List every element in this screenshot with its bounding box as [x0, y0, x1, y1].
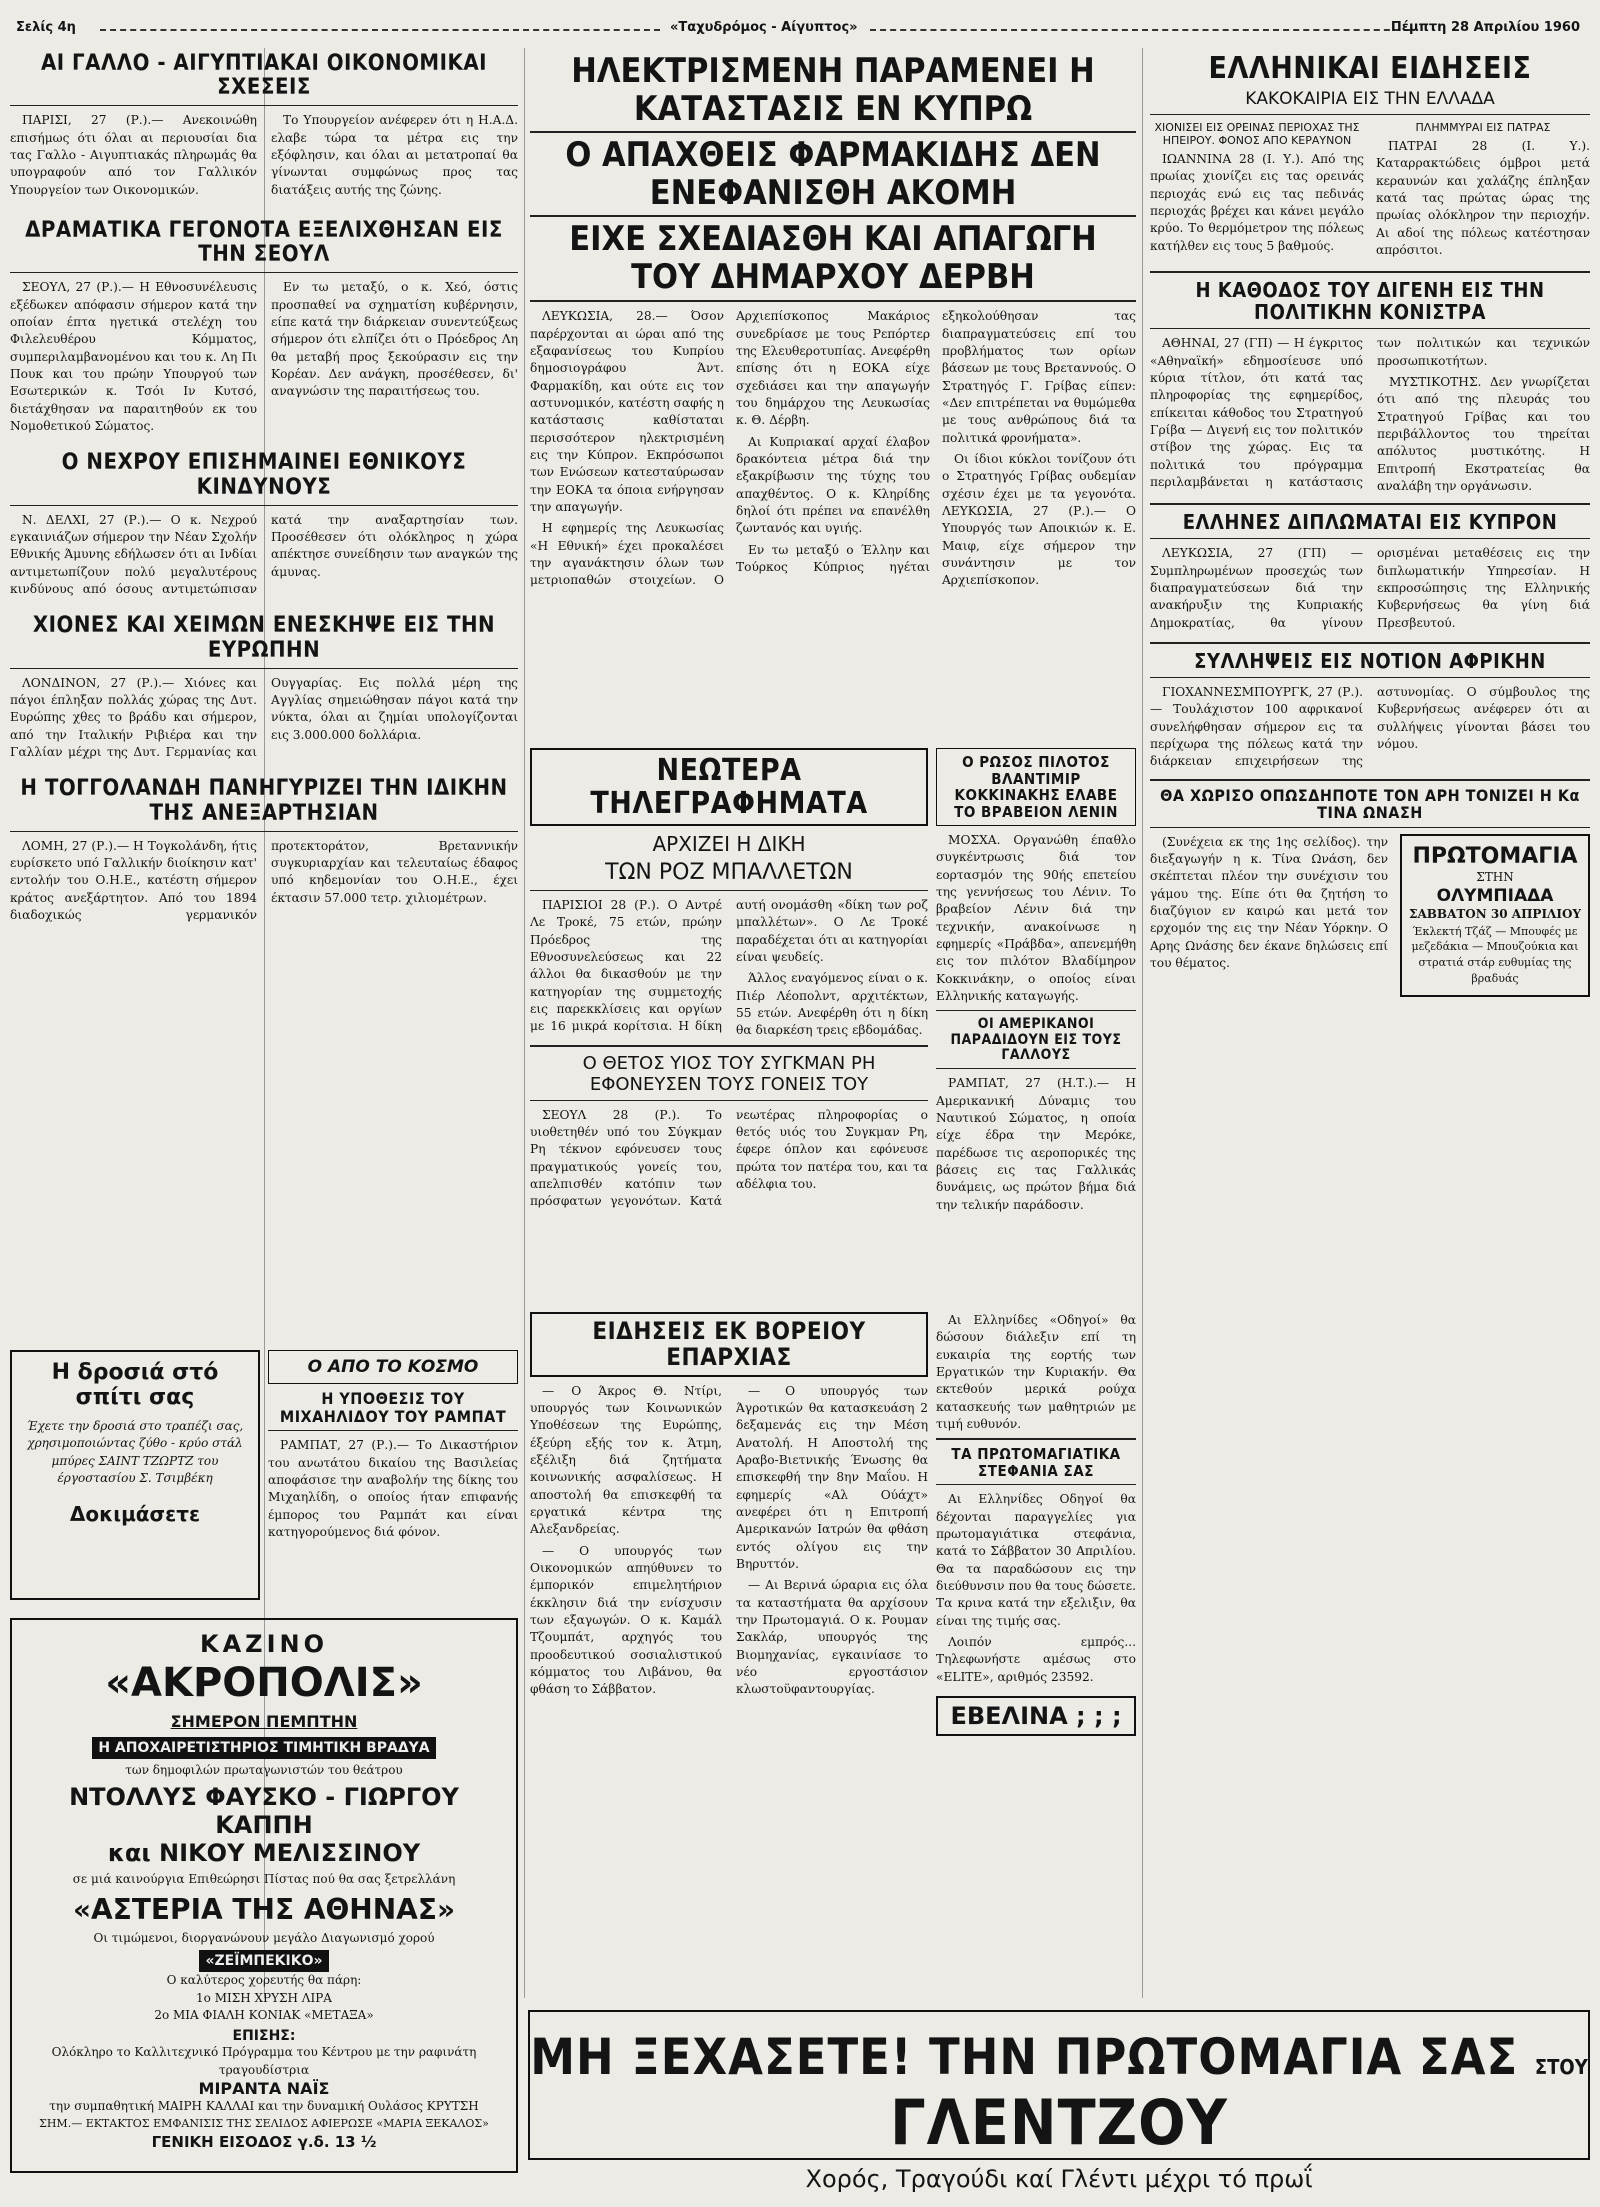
onassis-cols [1150, 834, 1590, 998]
lead-body [530, 308, 1136, 589]
rule [1150, 503, 1590, 505]
rule [1150, 779, 1590, 781]
ad-name: «ΑΚΡΟΠΟΛΙΣ» [105, 1660, 423, 1706]
paragraph: Λοιπόν εμπρός... Τηλεφωνήστε αμέσως στο «ELITE», αριθμός 23592. [936, 1634, 1136, 1684]
issue-date: Πέμπτη 28 Απριλίου 1960 [1390, 20, 1580, 35]
headline-box [530, 1312, 928, 1377]
mikhailidis-story [268, 1350, 518, 1610]
paragraph: ΑΘΗΝΑΙ, 27 (ΓΠ) — Η έγκριτος «Αθηναϊκή» εδημοσίευσε υπό κύρια τίτλον, ότι κατά τας πληροφορίας της εφημερίδος, επίκειται κάθοδος του Στρατηγού Γρίβα — Διγενή εις τον πολιτικόν στίβον της χώρας. Εις τα πολιτικά του πρόγραμμα περιλαμβάνεται η κατάστασις των πολιτικών και τεχνικών προσωπικοτήτων. [1150, 336, 1590, 489]
ad-line: ΣΤΗΝ [1476, 869, 1514, 884]
rule [10, 831, 518, 832]
rule [1150, 271, 1590, 273]
story-body [1150, 335, 1590, 495]
story-body [10, 279, 518, 435]
headline: ΔΡΑΜΑΤΙΚΑ ΓΕΓΟΝΟΤΑ ΕΞΕΛΙΧΘΗΣΑΝ ΕΙΣ ΤΗΝ ΣΕΟΥΛ [25, 218, 503, 268]
subcol [1376, 121, 1590, 263]
telegram-body [530, 897, 928, 1040]
paragraph: ΡΑΜΠΑΤ, 27 (Η.Τ.).— Η Αμερικανική Δύναμις του Ναυτικού Σώματος, η οποία είχε έδρα την Μερόκε, παρέδωσε τις αεροπορικές της βάσεις εις τας Γαλλικάς δυνάμεις, ως πρώτον βήμα διά την τελικήν παράδοσιν. [936, 1076, 1136, 1212]
paragraph: Το Υπουργείον ανέφερεν ότι η Η.Α.Δ. ελαβε τώρα τα μέτρα εις την εξόφλησιν, και όλαι αι μετατροπαί θα γίνωνται συμφώνως προς τας διατάξεις αυτής της ζώνης. [271, 113, 518, 197]
headline-box [936, 748, 1136, 826]
paragraph: (Συνέχεια εκ της 1ης σελίδος). την διεξαγωγήν η κ. Τίνα Ωνάση, δεν σκέπτεται πλέον την συνέχισιν του γάμου της. Είπε ότι θα ζητήση το διαζύγιον εν καιρώ και μετά τον ερχομόν της εις την Νέαν Υόρκην. Ο Αρης Ωνάσης δεν έκανε δηλώσεις επί του θέματος. [1150, 834, 1388, 971]
ad-part2: ΣΤΟΥ [1534, 2055, 1588, 2079]
paragraph: — Ο υπουργός των Άγροτικών θα κατασκευάση 2 δεξαμενάς εις την Μέση Ανατολή. Η Αποστολή της Αραβο-Βιετνικής Ένωσης θα επισκεφθή την 8ην Μαΐου. Η εφημερίς «Αλ Ούάχτ» ανεφέρει ότι η Επιτροπή Αμερικανών Ιατρών θα φθάση εντός ολίγου εις την Βηρυττόν. [736, 1383, 928, 1572]
ad-note: ΣΗΜ.— ΕΚΤΑΚΤΟΣ ΕΜΦΑΝΙΣΙΣ ΤΗΣ ΣΕΛΙΔΟΣ ΑΦΙΕΡΩΣΕ «ΜΑΡΙΑ ΞΕΚΑΛΟΣ» [39, 2116, 489, 2130]
headline: ΟΙ ΑΜΕΡΙΚΑΝΟΙ ΠΑΡΑΔΙΔΟΥΝ ΕΙΣ ΤΟΥΣ ΓΑΛΛΟΥΣ [950, 1016, 1122, 1064]
paragraph: Οι ίδιοι κύκλοι τονίζουν ότι ο Στρατηγός Γρίβας ουδεμίαν σχέσιν έχει με τα γεγονότα. ΛΕΥΚΩΣΙΑ, 27 (Ρ.).— Ο Υπουργός των Αποικιών κ. Ε. Μαιφ, είχε σήμερον την συνάντησιν με τον Αρχιεπίσκοπον. [942, 452, 1136, 588]
column-rule [524, 48, 525, 1998]
logo-text: Ο ΑΠΟ ΤΟ ΚΟΣΜΟ [307, 1357, 479, 1377]
paragraph: Αι Κυπριακαί αρχαί έλαβον δρακόντεια μέτρα διά την εξακρίβωσιν της τύχης του απαχθέντος. Ο κ. Κληρίδης δηλοί ότι πρέπει να επανέλθη ζωντανός και υγιής. [736, 434, 930, 536]
story-body [1150, 545, 1590, 634]
paragraph: Εν τω μεταξύ, ο κ. Χεό, όστις προσπαθεί να σχηματίση κυβέρνησιν, είπε κατά την διάρκειαν συνεντεύξεως σήμερον ότι ελπίζει ότι ο Πρόεδρος Λη θα μεταβή προς ξεκούρασιν εις την Κορέαν. Δεν ανάγκη, προσέθεσεν, δι' αναγνώσιν της παραιτήσεως του. [271, 280, 518, 399]
ad-singer: ΜΙΡΑΝΤΑ ΝΑΪΣ [198, 2079, 330, 2099]
paragraph: ΓΙΟΧΑΝΝΕΣΜΠΟΥΡΓΚ, 27 (Ρ.).— Τουλάχιστον 100 αφρικανοί συνελήφθησαν σήμερον εις τα περίχωρα της πόλεως κατά την διάρκειαν επιχειρήσεων της αστυνομίας. Ο σύμβουλος της Κυβερνήσεως ανέφερεν ότι αι συλλήψεις γίνονται βάσει του νόμου. [1150, 684, 1590, 769]
paragraph: ΛΟΝΔΙΝΟΝ, 27 (Ρ.).— Χιόνες και πάγοι έπληξαν πολλάς χώρας της Δυτ. Ευρώπης χθες το βράδυ και σήμερον, από την Ιταλικήν Ριβιέρα και την Γαλλίαν μέχρι της Δυτ. Γερμανίας και Ουγγαρίας. Εις πολλά μέρη της Αγγλίας σημειώθησαν πάγοι κατά την νύκτα, όλαι αι ζημίαι υπολογίζονται εις 3.000.000 δολλάρια. [10, 675, 518, 760]
paragraph: ΜΥΣΤΙΚΟΤΗΣ. Δεν γνωρίζεται ότι από της πλευράς του Στρατηγού Γρίβας και του περιβάλλοντος του τηρείται απόλυτος μυστικότης. Η Επιτροπή Εκστρατείας θα αναλάβη την οργάνωσιν. [1377, 374, 1590, 493]
headline: ΤΑ ΠΡΩΤΟΜΑΓΙΑΤΙΚΑ ΣΤΕΦΑΝΙΑ ΣΑΣ [951, 1445, 1121, 1480]
ad-with: σε μιά καινούργια Επιθεώρησι Πίστας πού θα σας ξετρελλάνη [72, 1872, 456, 1887]
rule [530, 131, 1136, 133]
story-northern-province [530, 1312, 928, 2002]
rule [530, 1045, 928, 1047]
ad-title: ΠΡΩΤΟΜΑΓΙΑ [1412, 843, 1578, 869]
rule [936, 1068, 1136, 1069]
headline: Ο ΝΕΧΡΟΥ ΕΠΙΣΗΜΑΙΝΕΙ ΕΘΝΙΚΟΥΣ ΚΙΝΔΥΝΟΥΣ [61, 450, 467, 500]
ad-event: Η ΑΠΟΧΑΙΡΕΤΙΣΤΗΡΙΟΣ ΤΙΜΗΤΙΚΗ ΒΡΑΔΥΑ [92, 1737, 435, 1759]
paragraph: ΜΟΣΧΑ. Οργανώθη έπαθλο συγκέντρωσις διά τον εορτασμόν της 90ής επετείου της γεννήσεως του Λένιν. Το βραβείον Λένιν διά την τεχνικήν, ανακοίνωσε η εφημερίς «Πράβδα», απενεμήθη εις τον πιλότον Βλαδίμηρον Κοκκινάκην, ο οποίος είναι Ελληνικής καταγωγής. [936, 833, 1136, 1003]
column-rule [1142, 48, 1143, 1998]
ad-casino-akropolis [10, 1618, 518, 2178]
ad-glentzou [528, 2010, 1590, 2193]
headline: ΕΙΔΗΣΕΙΣ ΕΚ ΒΟΡΕΙΟΥ ΕΠΑΡΧΙΑΣ [592, 1317, 866, 1372]
story-togoland [10, 777, 518, 924]
ad-part1: ΜΗ ΞΕΧΑΣΕΤΕ! ΤΗΝ ΠΡΩΤΟΜΑΓΙΑ ΣΑΣ [530, 2028, 1519, 2086]
ad-prize1: Ο καλύτερος χορευτής θα πάρη: [166, 1973, 362, 1988]
story-body [10, 838, 518, 925]
story-body [10, 675, 518, 762]
rule [936, 1010, 1136, 1011]
ad-protomagia-olympiada [1400, 834, 1590, 998]
story-body [936, 1075, 1136, 1214]
paragraph: Άλλος εναγόμενος είναι ο κ. Πιέρ Λέοπολντ, αρχιτέκτων, 55 ετών. Ανεφέρθη ότι η δίκη θα διαρκέση τρεις εβδομάδας. [736, 971, 928, 1038]
ad-with2: την συμπαθητική ΜΑΙΡΗ ΚΑΛΛΑΙ και την δυναμική Ουλάσος ΚΡΥΤΣΗ [49, 2099, 479, 2114]
paragraph: Ν. ΔΕΛΧΙ, 27 (Ρ.).— Ο κ. Νεχρού εγκαινιάζων σήμερον την Νέαν Σχολήν Εθνικής Άμυνης εδήλωσεν ότι αι Ινδίαι αντιμετωπίζουν πολύ μεγαλυτέρους κινδύνους από όσους αντιμετώπισαν κατά την αναξαρτησίαν των. Προσέθεσεν ότι ολόκληρος η χώρα απέκτησε συνείδησιν των αναγκών της άμυνας. [10, 512, 518, 597]
masthead-rule-left [100, 29, 660, 31]
story-body [10, 512, 518, 599]
story-body [936, 1491, 1136, 1686]
ad-when: ΣΗΜΕΡΟΝ ΠΕΜΠΤΗΝ [170, 1712, 358, 1731]
paragraph: ΠΑΡΙΣΙ, 27 (Ρ.).— Ανεκοινώθη επισήμως ότι όλαι αι περιουσίαι δια τας Γαλλο - Αιγυπτιακάς πληρωμάς θα υπογραφούν από τον Γαλλικόν Υπουργείον των Οικονομικών. [10, 113, 257, 197]
story-body [936, 832, 1136, 1005]
ad-box [10, 1618, 518, 2173]
rule [1150, 538, 1590, 539]
ad-program: Ολόκληρο το Καλλιτεχνικό Πρόγραμμα του Κέντρου με την ραφινάτη τραγουδίστρια [51, 2045, 477, 2077]
ad-text: Έχετε την δροσιά στο τραπέζι σας, χρησιμοποιώντας ζύθο - κρύο στάλ μπύρες ΣΑΙΝΤ ΤΖΩΡΤΖ του έργοστασίου Σ. Τσιμβέκη [26, 1419, 244, 1486]
headline: ΣΥΛΛΗΨΕΙΣ ΕΙΣ ΝΟΤΙΟΝ ΑΦΡΙΚΗΝ [1194, 648, 1546, 673]
telegram-title-box [530, 748, 928, 826]
paragraph: — Αι Βερινά ώραρια εις όλα τα καταστήματα θα αρχίσουν την Πρωτομαγιά. Ο κ. Ρουμαν Σακλάρ, υπουργός της Βιομηχανίας, εγκαινίασε το νέο εργοστάσιον κλωστοϋφαντουργίας. [736, 1578, 928, 1697]
story-body [1376, 138, 1590, 259]
evelina: ΕΒΕΛΙΝΑ ; ; ; [950, 1701, 1122, 1730]
headline: Η ΥΠΟΘΕΣΙΣ ΤΟΥ ΜΙΧΑΗΛΙΔΟΥ ΤΟΥ ΡΑΜΠΑΤ [279, 1389, 507, 1426]
paragraph: ΡΑΜΠΑΤ, 27 (Ρ.).— Το Δικαστήριον του ανωτάτου δικαίου της Βασιλείας αποφάσισε την αναβολήν της δίκης του Μιχαηλίδη, ο οποίος ήταν επιφανής έμπορος του Ραμπάτ και είναι κατηγορούμενος διά φόνον. [268, 1438, 518, 1539]
story-russian-pilot [936, 748, 1136, 1308]
page-label: Σελίς 4η [16, 20, 76, 35]
headline: ΘΑ ΧΩΡΙΣΟ ΟΠΩΣΔΗΠΟΤΕ ΤΟΝ ΑΡΗ ΤΟΝΙΖΕΙ Η Κα ΤΙΝΑ ΩΝΑΣΗ [1160, 785, 1580, 823]
paragraph: ΛΕΥΚΩΣΙΑ, 27 (ΓΠ) — Συμπληρωμένων προσεχώς των διαπραγματεύσεων διά την ανακήρυξιν της Κυπριακής Δημοκρατίας, θα γίνουν ορισμέναι μεταθέσεις εις την διπλωματικήν Υπηρεσίαν. Η εκπροσώπησις της Ελληνικής Κυβερνήσεως θα γίνη διά Πρεσβευτού. [1150, 546, 1590, 630]
rule [1150, 827, 1590, 828]
ad-title: Η δροσιά στό σπίτι σας [51, 1360, 219, 1410]
ad-title: ΚΑΖΙΝΟ [200, 1630, 328, 1658]
story-wreaths [936, 1312, 1136, 2002]
lead-headline-2: Ο ΑΠΑΧΘΕΙΣ ΦΑΡΜΑΚΙΔΗΣ ΔΕΝ ΕΝΕΦΑΝΙΣΘΗ ΑΚΟΜΗ [565, 135, 1101, 214]
rule [268, 1430, 518, 1431]
rule [530, 890, 928, 891]
evelina-box [936, 1696, 1136, 1736]
paper-name: «Ταχυδρόμος - Αίγυπτος» [670, 20, 858, 35]
section-title: ΕΛΛΗΝΙΚΑΙ ΕΙΔΗΣΕΙΣ [1208, 52, 1532, 86]
headline: Η ΤΟΓΓΟΛΑΝΔΗ ΠΑΝΗΓΥΡΙΖΕΙ ΤΗΝ ΙΔΙΚΗΝ ΤΗΣ ΑΝΕΞΑΡΤΗΣΙΑΝ [20, 776, 508, 826]
rule [936, 1438, 1136, 1440]
telegram-title: ΝΕΩΤΕΡΑ ΤΗΛΕΓΡΑΦΗΜΑΤΑ [590, 753, 868, 821]
logo-block [268, 1350, 518, 1384]
rule [1150, 328, 1590, 329]
telegram-sub2: ΤΩΝ ΡΟΖ ΜΠΑΛΛΕΤΩΝ [605, 860, 853, 885]
ad-show: «ΑΣΤΕΡΙΑ ΤΗΣ ΑΘΗΝΑΣ» [72, 1892, 456, 1926]
ad-cta: Δοκιμάσετε [69, 1501, 201, 1526]
section-subtitle: ΚΑΚΟΚΑΙΡΙΑ ΕΙΣ ΤΗΝ ΕΛΛΑΔΑ [1245, 89, 1495, 109]
paragraph: ΣΕΟΥΛ, 27 (Ρ.).— Η Εθνοσυνέλευσις εξέδωκεν απόφασιν σήμερον κατά την οποίαν έπτα ηγετικά στελέχη του Φιλελευθέρου Κόμματος, συμπεριλαμβανομένου και του κ. Λη Πι Πουκ και του πρώην Υπουργού των Εσωτερικών κ. Τσόι Ιν Κυτσό, διετάχθησαν να παραιτηθούν εκ του Νομοθετικού Σώματος. [10, 280, 257, 434]
rule [936, 1484, 1136, 1485]
paragraph: Η εφημερίς της Λευκωσίας «Η Εθνική» έχει προκαλέσει την αγανάκτησιν όλων των μετριοπαθών στοιχείων. Ο Αρχιεπίσκοπος Μακάριος συνεδρίασε με τους Ρεπόρτερ της Ελευθεροτυπίας. Ανεφέρθη επίσης ότι η ΕΟΚΑ είχε σχεδιάσει και την απαγωγήν του δημάρχου της Λευκωσίας κ. Θ. Δέρβη. [530, 309, 930, 588]
rule [1150, 642, 1590, 644]
telegrams-section [530, 748, 928, 1308]
telegram-sub1: ΑΡΧΙΖΕΙ Η ΔΙΚΗ [652, 832, 806, 856]
paragraph: ΠΑΤΡΑΙ 28 (Ι. Υ.). Καταρρακτώδεις όμβροι μετά κεραυνών και χαλάζης έπληξαν κατά τας πρώτας ώρας της πρωίας ολόκληρον την περιοχήν. Αι αδοί της πόλεως κατέστησαν απρόσιτοι. [1376, 139, 1590, 257]
subheadline: ΧΙΟΝΙΣΕΙ ΕΙΣ ΟΡΕΙΝΑΣ ΠΕΡΙΟΧΑΣ ΤΗΣ ΗΠΕΙΡΟΥ. ΦΟΝΟΣ ΑΠΟ ΚΕΡΑΥΝΟΝ [1154, 121, 1360, 147]
story-body [1150, 151, 1364, 255]
ad-date: ΣΑΒΒΑΤΟΝ 30 ΑΠΡΙΛΙΟΥ [1408, 907, 1582, 922]
paragraph: Αι Ελληνίδες «Οδηγοί» θα δώσουν διάλεξιν επί τη ευκαιρία της εορτής των Εργατικών την Κυριακήν. Θα εκτεθούν μερικά ρούχα κατασκευής των μαθητριών με τιμή ευθυνόν. [936, 1313, 1136, 1431]
headline: ΕΛΛΗΝΕΣ ΔΙΠΛΩΜΑΤΑΙ ΕΙΣ ΚΥΠΡΟΝ [1182, 510, 1558, 535]
rule [530, 300, 1136, 302]
ad-contest: Οι τιμώμενοι, διοργανώνουν μεγάλο Διαγωνισμό χορού [93, 1930, 435, 1945]
paragraph: — Ο υπουργός των Οικονομικών απηύθυνεν το έμπορικόν επιμελητήριον έκκλησιν διά την ενίσχυσιν των εξαγωγών. Ο κ. Καμάλ Τζουμπάτ, αρχηγός του προοδευτικού σοσιαλιστικού κόμματος του Λιβάνου, θα φθάση το Σάββατον. [530, 1543, 722, 1697]
story-body [268, 1437, 518, 1541]
headline: Η ΚΑΘΟΔΟΣ ΤΟΥ ΔΙΓΕΝΗ ΕΙΣ ΤΗΝ ΠΟΛΙΤΙΚΗΝ ΚΟΝΙΣΤΡΑ [1195, 278, 1545, 325]
ad-main-line [530, 2028, 1588, 2159]
paragraph: ΙΩΑΝΝΙΝΑ 28 (Ι. Υ.). Από της πρωίας χιονίζει εις τας ορεινάς περιοχάς ενώ εις τας πεδινάς περιοχάς βρέχει και κάνει μεγάλο κρύο. Το θερμόμετρον της πόλεως κατήλθεν εις τους 5 βαθμούς. [1150, 152, 1364, 253]
paragraph: Αι Ελληνίδες Οδηγοί θα δέχονται παραγγελίες για πρωτομαγιάτικα στεφάνια, κατά το Σάββατον 30 Απριλίου. Θα τα παραδώσουν εις την διεύθυνσιν που θα τους δώσετε. Τα κρινα κατά την εξελιξιν, θα είναι της τιμής σας. [936, 1492, 1136, 1628]
lead-story-cyprus [530, 52, 1136, 742]
masthead [10, 20, 1590, 42]
story-body [1150, 834, 1388, 998]
ad-venue: ΟΛΥΜΠΙΑΔΑ [1436, 886, 1554, 907]
ad-text: Έκλεκτή Τζάζ — Μπουφές με μεζεδάκια — Μπουζούκια και στρατιά στάρ ευθυμίας της βραδυάς [1411, 924, 1579, 986]
headline: Ο ΡΩΣΟΣ ΠΙΛΟΤΟΣ ΒΛΑΝΤΙΜΙΡ ΚΟΚΚΙΝΑΚΗΣ ΕΛΑΒΕ ΤΟ ΒΡΑΒΕΙΟΝ ΛΕΝΙΝ [954, 753, 1118, 821]
subheadline: ΠΛΗΜΜΥΡΑΙ ΕΙΣ ΠΑΤΡΑΣ [1415, 121, 1551, 134]
rule [10, 668, 518, 669]
ad-box [10, 1350, 260, 1600]
ad-also: ΕΠΙΣΗΣ: [232, 2028, 296, 2045]
ad-dance: «ΖΕΪΜΠΕΚΙΚΟ» [199, 1950, 328, 1972]
greek-news-cols [1150, 121, 1590, 263]
story-seoul [10, 219, 518, 435]
ad-names2: και ΝΙΚΟΥ ΜΕΛΙΣΣΙΝΟΥ [107, 1839, 421, 1868]
story-gallo-egypt [10, 52, 518, 203]
story-body [530, 1107, 928, 1211]
story-body [1150, 684, 1590, 771]
rule [530, 1100, 928, 1101]
story-body [936, 1312, 1136, 1433]
paragraph: ΛΟΜΗ, 27 (Ρ.).— Η Τογκολάνδη, ήτις ευρίσκετο υπό Γαλλικήν διοίκησιν κατ' εντολήν του Ο.Η.Ε., κατέστη σήμερον κράτος ανεξάρτητον. Από του 1894 διαδοχικώς γερμανικόν προτεκτοράτον, Βρεταννικήν συγκυριαρχίαν και τελευταίως έδαφος υπό κηδεμονίαν του Ο.Η.Ε., έχει έκτασιν 57.000 τετρ. χιλιομέτρων. [10, 838, 518, 923]
rule [530, 215, 1136, 217]
rule [10, 505, 518, 506]
ad-subline: Χορός, Τραγούδι καί Γλέντι μέχρι τό πρωΐ [805, 2165, 1313, 2193]
rule [1150, 677, 1590, 678]
headline: ΧΙΟΝΕΣ ΚΑΙ ΧΕΙΜΩΝ ΕΝΕΣΚΗΨΕ ΕΙΣ ΤΗΝ ΕΥΡΩΠΗΝ [32, 613, 496, 663]
lead-headline-3: ΕΙΧΕ ΣΧΕΔΙΑΣΘΗ ΚΑΙ ΑΠΑΓΩΓΗ ΤΟΥ ΔΗΜΑΡΧΟΥ ΔΕΡΒΗ [569, 219, 1097, 298]
ad-part3: ΓΛΕΝΤΖΟΥ [890, 2086, 1228, 2159]
ad-prize2: 1ο ΜΙΣΗ ΧΡΥΣΗ ΛΙΡΑ [196, 1990, 332, 2005]
column-right [1150, 52, 1590, 2007]
story-nehru [10, 451, 518, 598]
paragraph: ΣΕΟΥΛ 28 (Ρ.). Το υιοθετηθέν υπό του Σύγκμαν Ρη τέκνον εφόνευσεν τους πραγματικούς γονείς του, απελπισθέν κατόπιν των πρόσφατων γεγονότων. Κατά νεωτέρας πληροφορίας ο θετός υιός του Συγκμαν Ρη, έφερε όπλον και εφόνευσε πρώτα τον πατέρα του, και τα αδέλφια του. [530, 1107, 928, 1209]
ad-prize3: 2ο ΜΙΑ ΦΙΑΛΗ ΚΟΝΙΑΚ «ΜΕΤΑΞΑ» [154, 2007, 374, 2022]
ad-drosia [10, 1350, 260, 1610]
story-body [10, 112, 518, 203]
paragraph: — Ο Άκρος Θ. Ντίρι, υπουργός των Κοινωνικών Υποθέσεων της Ευρώπης, έξεύρη εξής τον κ. Άτμη, εξέλιξη διά ζητήματα κοινωνικής ασφαλίσεως. Η αποστολή θα επισκεφθή τα εργατικά κέντρα της Αλεξανδρείας. [530, 1383, 722, 1537]
rule [1150, 114, 1590, 115]
story-body [530, 1383, 928, 1703]
paragraph: ΠΑΡΙΣΙΟΙ 28 (Ρ.). Ο Αντρέ Λε Τροκέ, 75 ετών, πρώην Πρόεδρος της Εθνοσυνελεύσεως και 22 άλλοι θα δικασθούν με την κατηγορίαν της συμμετοχής εις παρεκκλίσεις και οργίων με 16 μικρά κορίτσια. Η δίκη αυτή ονομάσθη «δίκη των ροζ μπαλλέτων». Ο Λε Τροκέ παραδέχεται ότι αι κατηγορίαι είναι ψευδείς. [530, 898, 928, 1034]
rule [10, 105, 518, 106]
subcol [1150, 121, 1364, 263]
rule [10, 272, 518, 273]
paragraph: Εν τω μεταξύ ο Έλλην και Τούρκος Κύπριος ηγέται εξηκολούθησαν τας διαπραγματεύσεις επί του προβλήματος των ορίων βάσεων με τους Βρεταννούς. Ο Στρατηγός Γ. Γρίβας είπεν: «Δεν επιτρέπεται να θυμώμεθα με τους ανθρώπους διά τα πολιτικά φρονήματα». [736, 309, 1136, 575]
story-snow-europe [10, 614, 518, 761]
lead-headline-1: ΗΛΕΚΤΡΙΣΜΕΝΗ ΠΑΡΑΜΕΝΕΙ Η ΚΑΤΑΣΤΑΣΙΣ ΕΝ ΚΥΠΡΩ [571, 52, 1095, 130]
paragraph: ΛΕΥΚΩΣΙΑ, 28.— Όσον παρέρχονται αι ώραι από της εξαφανίσεως του Κυπρίου δημοσιογράφου Άντ. Φαρμακίδη, και ούτε εις τον αστυνομικόν, κατέστη σαφής η κατάστασις καθίσταται περισσότερον ηλεκτρισμένη εις την Κύπρον. Εκπρόσωποι των Ενώσεων κατεσταύρωσαν την ΕΟΚΑ τα όποια ενήργησαν την απαγωγήν. [530, 309, 724, 515]
headline: Ο ΘΕΤΟΣ ΥΙΟΣ ΤΟΥ ΣΥΓΚΜΑΝ ΡΗ ΕΦΟΝΕΥΣΕΝ ΤΟΥΣ ΓΟΝΕΙΣ ΤΟΥ [582, 1052, 876, 1095]
ad-price: ΓΕΝΙΚΗ ΕΙΣΟΔΟΣ γ.δ. 13 ½ [151, 2133, 377, 2152]
headline: ΑΙ ΓΑΛΛΟ - ΑΙΓΥΠΤΙΑΚΑΙ ΟΙΚΟΝΟΜΙΚΑΙ ΣΧΕΣΕΙΣ [40, 52, 487, 101]
ad-of: των δημοφιλών πρωταγωνιστών του θεάτρου [125, 1763, 403, 1777]
column-left [10, 52, 518, 1352]
ad-names1: ΝΤΟΛΛΥΣ ΦΑΥΣΚΟ - ΓΙΩΡΓΟΥ ΚΑΠΠΗ [69, 1783, 459, 1840]
masthead-rule-right [870, 29, 1410, 31]
